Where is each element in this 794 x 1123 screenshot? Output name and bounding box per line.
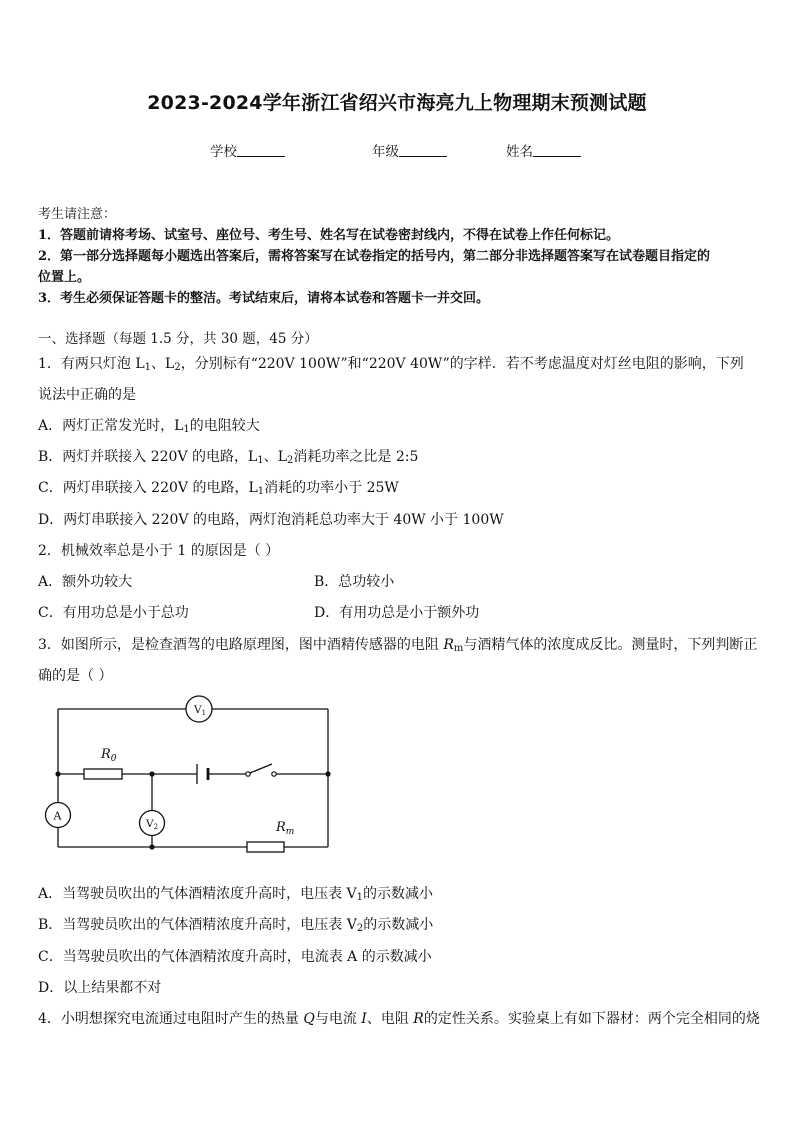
q2-stem: 2．机械效率总是小于 1 的原因是（ ） bbox=[38, 543, 280, 559]
q2-option-b: B．总功较小 bbox=[314, 574, 395, 590]
q1-stem: 1．有两只灯泡 $L_1$、$L_2$，分别标有“220V 100W”和“220V 40W”的字样．若不考虑温度对灯丝电阻的影响，下列 bbox=[38, 356, 744, 373]
resistor-r0 bbox=[84, 769, 122, 779]
r0-label: $R_0$ bbox=[101, 747, 117, 764]
name-field bbox=[506, 140, 581, 160]
q1-option-c: C．两灯串联接入 220V 的电路，$L_1$消耗的功率小于 25W bbox=[38, 480, 399, 497]
q1-option-b: B．两灯并联接入 220V 的电路，$L_1$、$L_2$消耗功率之比是 2:5 bbox=[38, 449, 419, 466]
circuit-diagram bbox=[40, 690, 340, 860]
q2-option-d: D．有用功总是小于额外功 bbox=[314, 605, 480, 621]
q3-option-a: A．当驾驶员吹出的气体酒精浓度升高时，电压表 $V_1$的示数减小 bbox=[38, 886, 434, 903]
grade-field bbox=[372, 140, 447, 160]
q1-option-a: A．两灯正常发光时，$L_1$的电阻较大 bbox=[38, 418, 260, 435]
q1-stem-line2: 说法中正确的是 bbox=[38, 387, 136, 403]
q1-option-d: D．两灯串联接入 220V 的电路，两灯泡消耗总功率大于 40W 小于 100W bbox=[38, 512, 504, 528]
resistor-rm bbox=[247, 842, 284, 852]
junction-dot bbox=[149, 771, 154, 776]
school-blank bbox=[237, 144, 285, 157]
q3-option-c: C．当驾驶员吹出的气体酒精浓度升高时，电流表 A 的示数减小 bbox=[38, 949, 432, 965]
note-line-2b: 位置上。 bbox=[38, 270, 91, 285]
page-title: 2023-2024学年浙江省绍兴市海亮九上物理期末预测试题 bbox=[147, 92, 647, 114]
ammeter-icon bbox=[46, 803, 71, 828]
svg-text:V2: V2 bbox=[146, 818, 159, 831]
svg-text:V1: V1 bbox=[194, 704, 207, 717]
section-heading: 一、选择题（每题 1.5 分，共 30 题，45 分） bbox=[38, 331, 318, 347]
q3-option-b: B．当驾驶员吹出的气体酒精浓度升高时，电压表 $V_2$的示数减小 bbox=[38, 917, 434, 934]
junction-dot bbox=[55, 771, 60, 776]
school-label: 学校 bbox=[210, 144, 237, 160]
junction-dot bbox=[325, 771, 330, 776]
grade-blank bbox=[399, 144, 447, 157]
q2-option-c: C．有用功总是小于总功 bbox=[38, 605, 189, 621]
notes-heading: 考生请注意： bbox=[38, 207, 117, 222]
q3-option-d: D．以上结果都不对 bbox=[38, 980, 162, 996]
note-line-3: 3．考生必须保证答题卡的整洁。考试结束后，请将本试卷和答题卡一并交回。 bbox=[38, 291, 490, 306]
svg-text:A: A bbox=[53, 809, 62, 823]
rm-label: $R_m$ bbox=[276, 820, 295, 837]
voltmeter-v1-icon bbox=[186, 696, 212, 722]
name-label: 姓名 bbox=[506, 144, 533, 160]
school-field bbox=[210, 140, 285, 160]
q2-option-a: A．额外功较大 bbox=[38, 574, 133, 590]
voltmeter-v2-icon bbox=[140, 811, 165, 836]
note-line-1: 1．答题前请将考场、试室号、座位号、考生号、姓名写在试卷密封线内，不得在试卷上作任何标记。 bbox=[38, 228, 620, 243]
switch-icon bbox=[246, 764, 276, 776]
grade-label: 年级 bbox=[372, 144, 399, 160]
junction-dot bbox=[149, 844, 154, 849]
battery-icon bbox=[197, 764, 208, 784]
q3-stem-line2: 确的是（ ） bbox=[38, 668, 113, 684]
q3-stem: 3．如图所示，是检查酒驾的电路原理图，图中酒精传感器的电阻 $R_m$与酒精气体的浓度成反比。测量时，下列判断正 bbox=[38, 637, 758, 654]
note-line-2a: 2．第一部分选择题每小题选出答案后，需将答案写在试卷指定的括号内，第二部分非选择题答案写在试卷题目指定的 bbox=[38, 249, 711, 264]
name-blank bbox=[533, 144, 581, 157]
q4-stem: 4．小明想探究电流通过电阻时产生的热量 Q与电流 I、电阻 R的定性关系。实验桌上有如下器材：两个完全相同的烧 bbox=[38, 1011, 760, 1027]
